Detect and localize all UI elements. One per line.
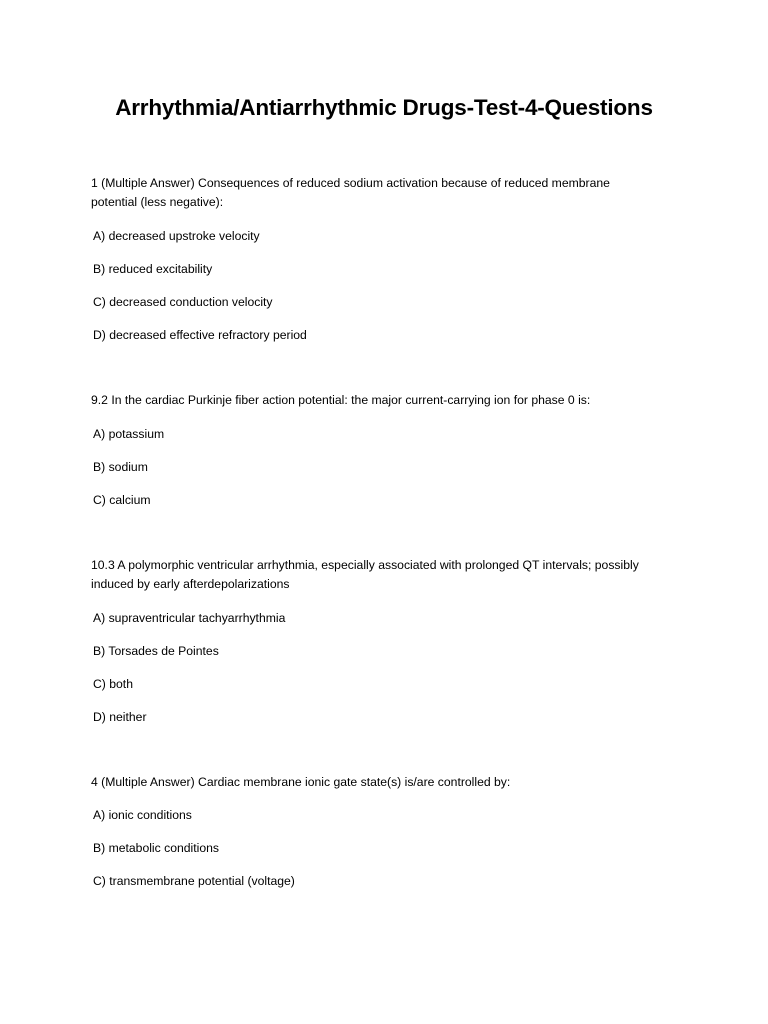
question-2-option-a: A) potassium <box>93 427 165 441</box>
question-4-option-b: B) metabolic conditions <box>93 841 219 855</box>
question-1-option-c: C) decreased conduction velocity <box>93 295 273 309</box>
question-1-text-line-2: potential (less negative): <box>91 195 224 209</box>
question-1-option-a: A) decreased upstroke velocity <box>93 229 260 243</box>
question-1-option-b: B) reduced excitability <box>93 262 213 276</box>
question-3-text-line-2: induced by early afterdepolarizations <box>91 577 290 591</box>
question-4-option-c: C) transmembrane potential (voltage) <box>93 874 295 888</box>
question-3-option-a: A) supraventricular tachyarrhythmia <box>93 611 286 625</box>
question-1-text-line-1: 1 (Multiple Answer) Consequences of reduced sodium activation because of reduced membrane <box>91 176 610 190</box>
question-3-text-line-1: 10.3 A polymorphic ventricular arrhythmia, especially associated with prolonged QT intervals; possibly <box>91 558 639 572</box>
question-3-option-b: B) Torsades de Pointes <box>93 644 219 658</box>
question-2-option-c: C) calcium <box>93 493 151 507</box>
question-4-option-a: A) ionic conditions <box>93 808 192 822</box>
question-2-option-b: B) sodium <box>93 460 148 474</box>
question-3-option-c: C) both <box>93 677 133 691</box>
question-4-text-line-1: 4 (Multiple Answer) Cardiac membrane ionic gate state(s) is/are controlled by: <box>91 775 511 789</box>
question-2-text-line-1: 9.2 In the cardiac Purkinje fiber action potential: the major current-carrying ion for phase 0 is: <box>91 393 591 407</box>
question-3-option-d: D) neither <box>93 710 147 724</box>
page-title: Arrhythmia/Antiarrhythmic Drugs-Test-4-Questions <box>115 95 653 120</box>
question-1-option-d: D) decreased effective refractory period <box>93 328 307 342</box>
